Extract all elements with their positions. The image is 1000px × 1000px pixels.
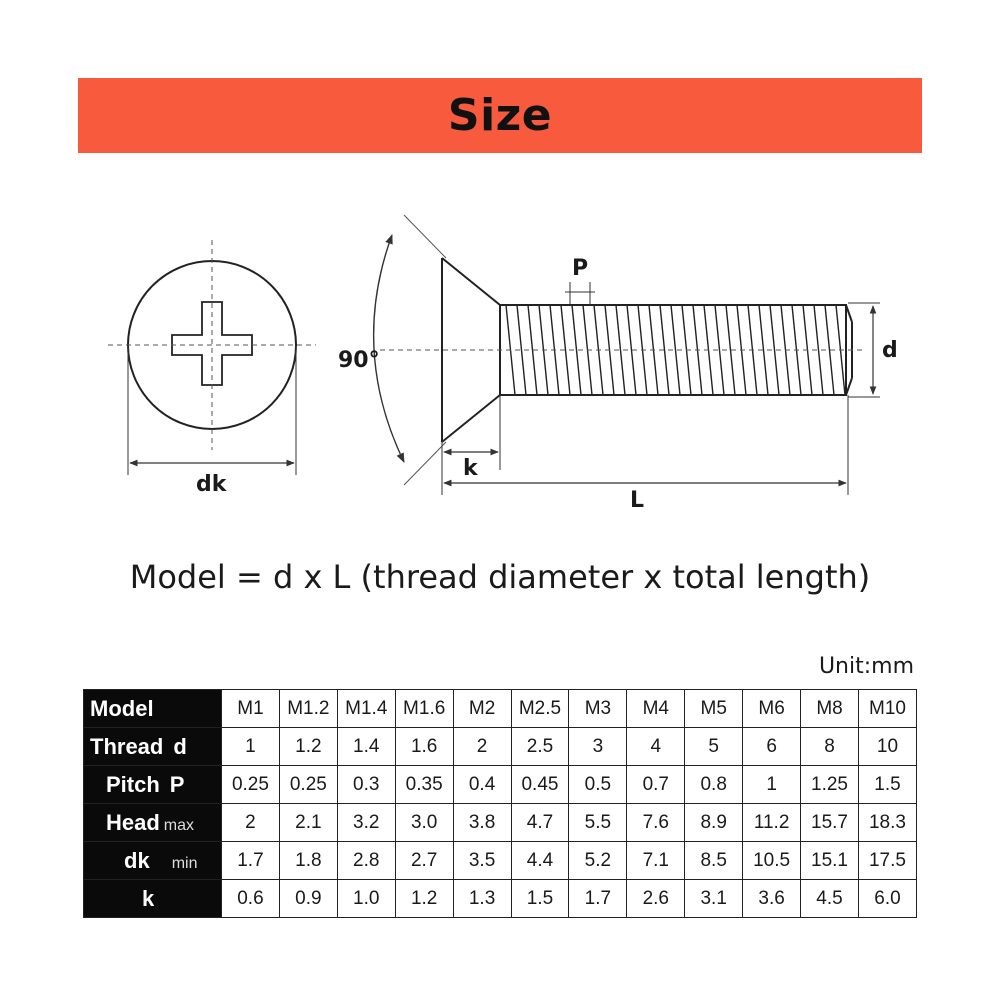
table-cell: 8	[801, 728, 859, 766]
table-cell: 2.8	[337, 842, 395, 880]
table-cell: 0.25	[279, 766, 337, 804]
table-cell: 2.6	[627, 880, 685, 918]
table-row-k	[84, 880, 917, 918]
row-label-text: dk	[124, 847, 150, 873]
table-cell: 3.6	[743, 880, 801, 918]
row-label-pitch	[84, 766, 222, 804]
table-cell: 1.0	[337, 880, 395, 918]
table-cell: 0.35	[395, 766, 453, 804]
table-cell: M5	[685, 690, 743, 728]
table-cell: 1.5	[858, 766, 916, 804]
row-label-head	[84, 804, 222, 842]
table-cell: 0.6	[222, 880, 280, 918]
table-cell: 3.8	[453, 804, 511, 842]
table-cell: 7.6	[627, 804, 685, 842]
row-label-thread	[84, 728, 222, 766]
row-label-text: Pitch	[106, 771, 160, 797]
table-cell: 1	[222, 728, 280, 766]
table-cell: 0.9	[279, 880, 337, 918]
table-cell: 2.5	[511, 728, 569, 766]
table-cell: 4	[627, 728, 685, 766]
table-cell: 18.3	[858, 804, 916, 842]
table-cell: 11.2	[743, 804, 801, 842]
row-label-symbol: P	[169, 771, 185, 797]
table-cell: 6.0	[858, 880, 916, 918]
screw-side-view	[374, 215, 880, 495]
table-cell: M3	[569, 690, 627, 728]
table-cell: 1.2	[395, 880, 453, 918]
row-label-sub: min	[171, 854, 198, 872]
table-cell: 10	[858, 728, 916, 766]
row-label-text: Thread	[90, 733, 164, 759]
table-cell: 0.45	[511, 766, 569, 804]
k-label: k	[463, 456, 478, 481]
row-label-text: Model	[90, 695, 154, 721]
table-cell: 4.5	[801, 880, 859, 918]
table-cell: 3	[569, 728, 627, 766]
table-cell: M6	[743, 690, 801, 728]
row-label-model	[84, 690, 222, 728]
table-cell: 0.5	[569, 766, 627, 804]
table-cell: 5.5	[569, 804, 627, 842]
row-label-sub: max	[163, 816, 195, 834]
table-cell: 6	[743, 728, 801, 766]
row-label-k	[84, 880, 222, 918]
table-cell: 1.8	[279, 842, 337, 880]
table-cell: 0.7	[627, 766, 685, 804]
table-cell: 7.1	[627, 842, 685, 880]
table-cell: 8.5	[685, 842, 743, 880]
table-cell: 4.7	[511, 804, 569, 842]
table-row-thread	[84, 728, 917, 766]
table-cell: 0.25	[222, 766, 280, 804]
table-cell: 1.4	[337, 728, 395, 766]
table-cell: M2.5	[511, 690, 569, 728]
table-cell: 2	[453, 728, 511, 766]
table-cell: 1	[743, 766, 801, 804]
table-row-pitch	[84, 766, 917, 804]
table-cell: 0.3	[337, 766, 395, 804]
row-label-symbol: d	[173, 733, 187, 759]
angle-label: 90°	[338, 348, 380, 373]
table-cell: 2.1	[279, 804, 337, 842]
table-cell: M2	[453, 690, 511, 728]
table-cell: M8	[801, 690, 859, 728]
table-cell: 3.0	[395, 804, 453, 842]
row-label-text: k	[142, 885, 155, 911]
table-cell: M1.2	[279, 690, 337, 728]
pitch-label: P	[572, 256, 589, 281]
banner-title: Size	[447, 90, 553, 141]
table-cell: 0.4	[453, 766, 511, 804]
table-cell: 1.6	[395, 728, 453, 766]
table-cell: 1.5	[511, 880, 569, 918]
table-row-head-max	[84, 804, 917, 842]
table-cell: M10	[858, 690, 916, 728]
table-cell: 3.2	[337, 804, 395, 842]
size-table	[83, 689, 917, 918]
row-label-text: Head	[106, 809, 160, 835]
dk-label: dk	[196, 472, 227, 497]
table-cell: 1.2	[279, 728, 337, 766]
table-cell: 1.3	[453, 880, 511, 918]
table-cell: 0.8	[685, 766, 743, 804]
table-cell: 1.7	[222, 842, 280, 880]
model-formula: Model = d x L (thread diameter x total length)	[129, 558, 871, 596]
table-cell: 2.7	[395, 842, 453, 880]
table-cell: M1.6	[395, 690, 453, 728]
table-cell: 1.7	[569, 880, 627, 918]
table-cell: 10.5	[743, 842, 801, 880]
table-cell: 8.9	[685, 804, 743, 842]
table-cell: M1.4	[337, 690, 395, 728]
table-cell: 5	[685, 728, 743, 766]
row-label-dk	[84, 842, 222, 880]
length-label: L	[630, 488, 645, 513]
table-cell: 17.5	[858, 842, 916, 880]
head-top-view	[108, 240, 316, 475]
diameter-label: d	[882, 338, 898, 363]
table-cell: M1	[222, 690, 280, 728]
table-cell: 15.7	[801, 804, 859, 842]
table-cell: 3.5	[453, 842, 511, 880]
table-cell: 2	[222, 804, 280, 842]
table-row-model	[84, 690, 917, 728]
table-cell: 3.1	[685, 880, 743, 918]
unit-label: Unit:mm	[818, 654, 914, 679]
table-cell: 15.1	[801, 842, 859, 880]
table-cell: 1.25	[801, 766, 859, 804]
table-cell: 5.2	[569, 842, 627, 880]
table-row-dk-min	[84, 842, 917, 880]
table-cell: 4.4	[511, 842, 569, 880]
table-cell: M4	[627, 690, 685, 728]
